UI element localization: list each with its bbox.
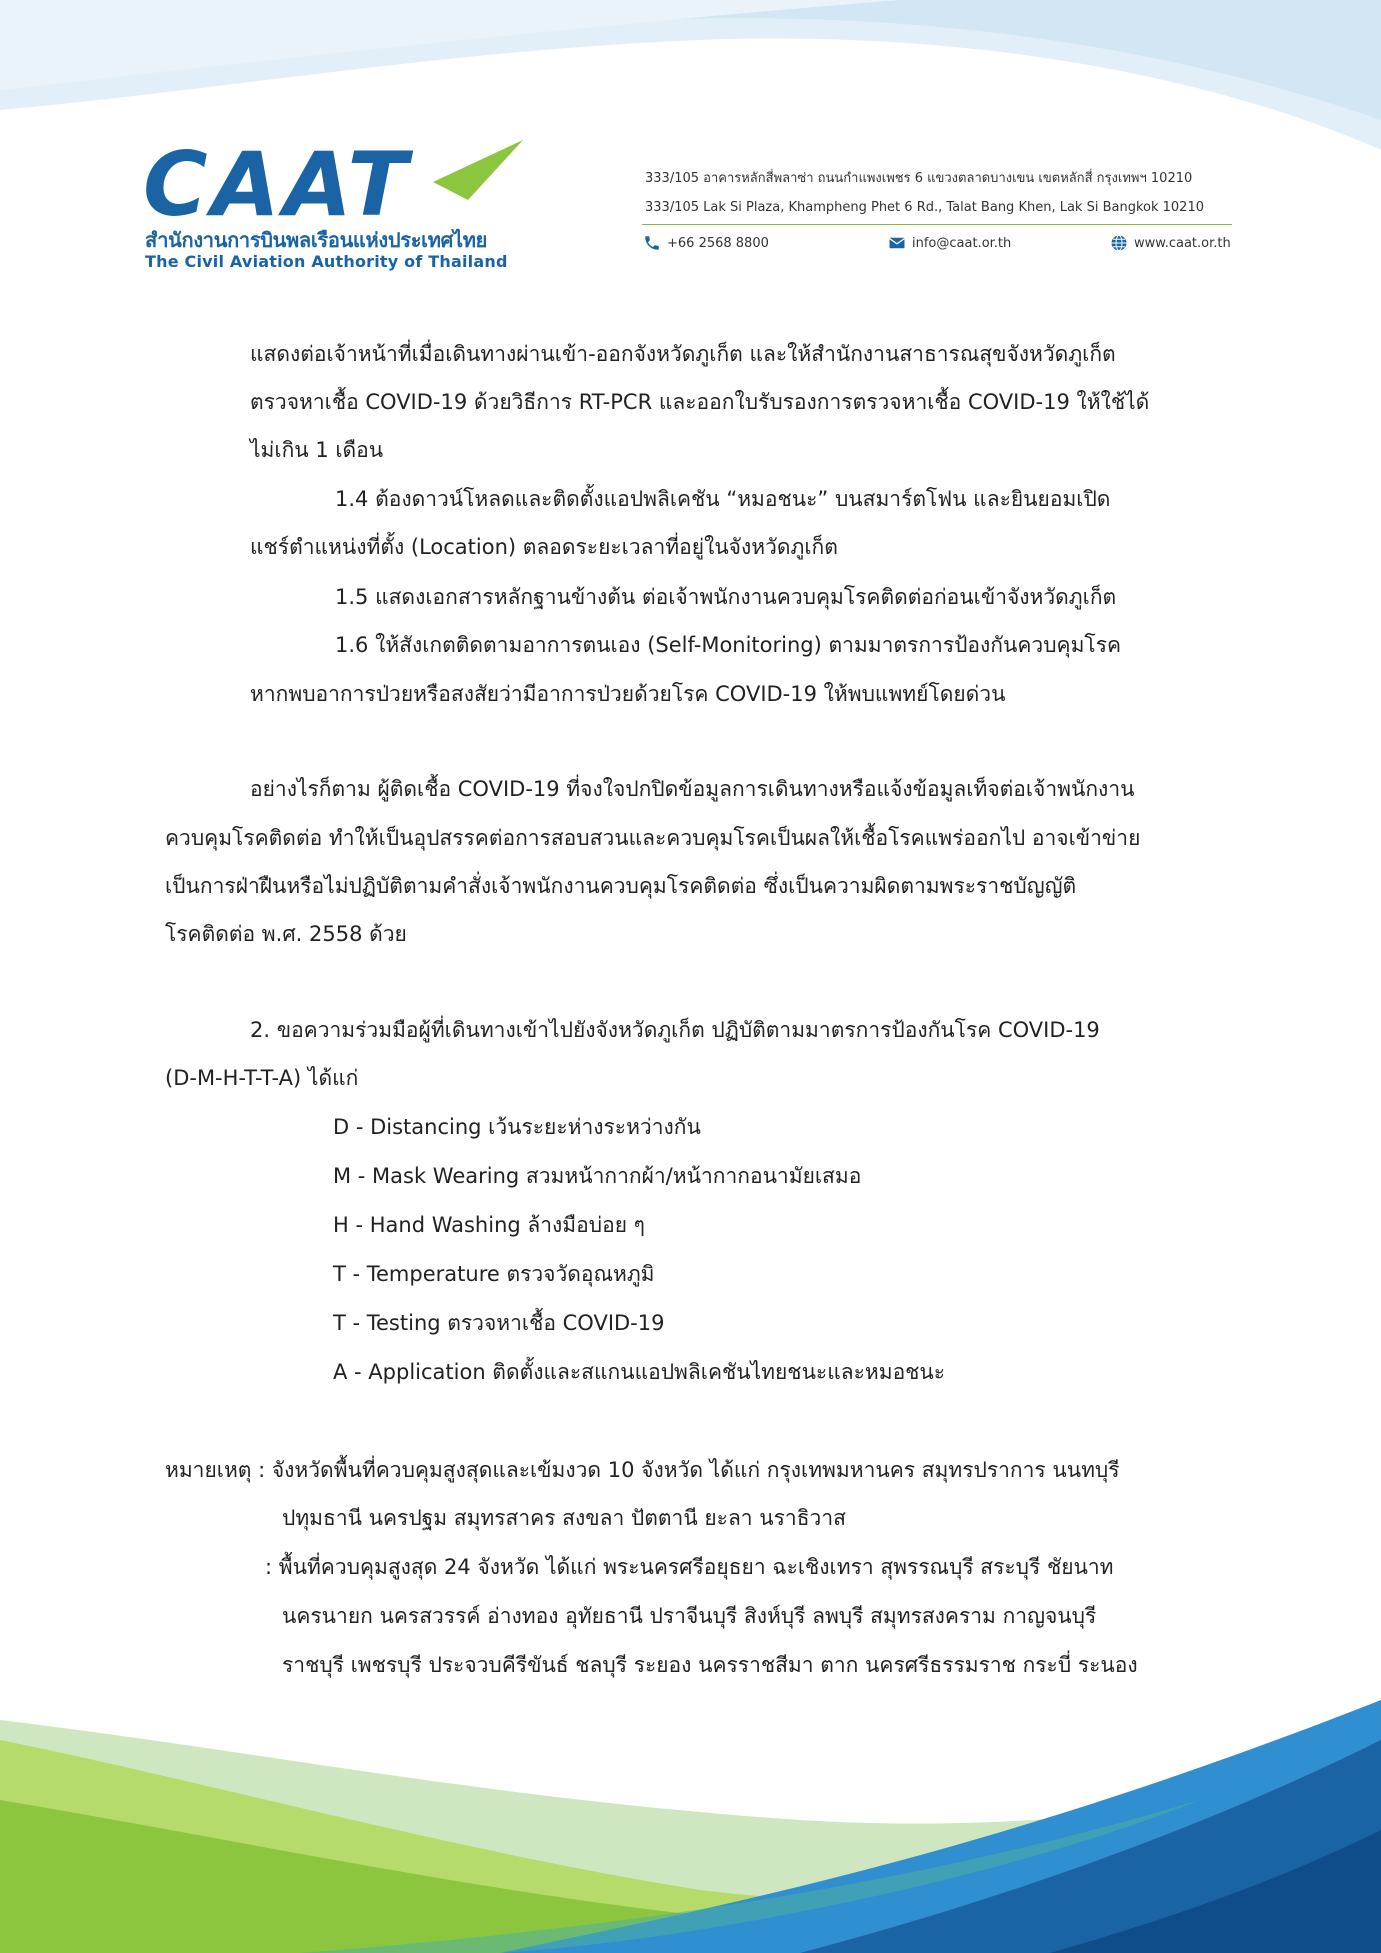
body-line: เป็นการฝ่าฝืนหรือไม่ปฏิบัติตามคำสั่งเจ้าพนักงานควบคุมโรคติดต่อ ซึ่งเป็นความผิดตามพระราชบัญญัติ bbox=[165, 874, 1077, 898]
body-line: โรคติดต่อ พ.ศ. 2558 ด้วย bbox=[165, 922, 407, 946]
logo-text: CAAT bbox=[143, 133, 412, 230]
note-line: ปทุมธานี นครปฐม สมุทรสาคร สงขลา ปัตตานี ยะลา นราธิวาส bbox=[282, 1506, 846, 1530]
caat-logo bbox=[143, 130, 543, 280]
contact-phone bbox=[643, 234, 769, 252]
list-item: A - Application ติดตั้งและสแกนแอปพลิเคชันไทยชนะและหมอชนะ bbox=[333, 1360, 946, 1384]
body-line: (D-M-H-T-T-A) ได้แก่ bbox=[165, 1066, 359, 1090]
address-divider bbox=[642, 224, 1232, 225]
list-item: T - Temperature ตรวจวัดอุณหภูมิ bbox=[333, 1262, 655, 1286]
body-line: หากพบอาการป่วยหรือสงสัยว่ามีอาการป่วยด้วยโรค COVID-19 ให้พบแพทย์โดยด่วน bbox=[250, 682, 1006, 706]
body-line: 2. ขอความร่วมมือผู้ที่เดินทางเข้าไปยังจังหวัดภูเก็ต ปฏิบัติตามมาตรการป้องกันโรค COVID-19 bbox=[250, 1018, 1100, 1042]
phone-text: +66 2568 8800 bbox=[667, 235, 769, 251]
contact-website bbox=[1110, 234, 1231, 252]
body-line: ตรวจหาเชื้อ COVID-19 ด้วยวิธีการ RT-PCR และออกใบรับรองการตรวจหาเชื้อ COVID-19 ให้ใช้ได้ bbox=[250, 390, 1150, 414]
email-icon bbox=[888, 234, 906, 252]
address-thai: 333/105 อาคารหลักสี่พลาซ่า ถนนกำแพงเพชร 6 แขวงตลาดบางเขน เขตหลักสี่ กรุงเทพฯ 10210 bbox=[645, 171, 1193, 186]
contact-email bbox=[888, 234, 1011, 252]
website-text: www.caat.or.th bbox=[1134, 235, 1231, 251]
body-line: ไม่เกิน 1 เดือน bbox=[250, 438, 384, 462]
globe-icon bbox=[1110, 234, 1128, 252]
body-line: อย่างไรก็ตาม ผู้ติดเชื้อ COVID-19 ที่จงใจปกปิดข้อมูลการเดินทางหรือแจ้งข้อมูลเท็จต่อเจ้าพนักงาน bbox=[250, 777, 1135, 801]
list-item: M - Mask Wearing สวมหน้ากากผ้า/หน้ากากอนามัยเสมอ bbox=[333, 1164, 862, 1188]
list-item: T - Testing ตรวจหาเชื้อ COVID-19 bbox=[333, 1311, 665, 1335]
body-line: แชร์ตำแหน่งที่ตั้ง (Location) ตลอดระยะเวลาที่อยู่ในจังหวัดภูเก็ต bbox=[250, 535, 838, 559]
note-line: หมายเหตุ : จังหวัดพื้นที่ควบคุมสูงสุดและเข้มงวด 10 จังหวัด ได้แก่ กรุงเทพมหานคร สมุทรปราการ นนทบุรี bbox=[165, 1458, 1120, 1482]
note-line: : พื้นที่ควบคุมสูงสุด 24 จังหวัด ได้แก่ พระนครศรีอยุธยา ฉะเชิงเทรา สุพรรณบุรี สระบุรี ชัยนาท bbox=[265, 1555, 1114, 1579]
letterhead bbox=[0, 0, 1381, 300]
address-english: 333/105 Lak Si Plaza, Khampheng Phet 6 Rd., Talat Bang Khen, Lak Si Bangkok 10210 bbox=[645, 200, 1204, 215]
note-line: นครนายก นครสวรรค์ อ่างทอง อุทัยธานี ปราจีนบุรี สิงห์บุรี ลพบุรี สมุทรสงคราม กาญจนบุรี bbox=[282, 1604, 1097, 1628]
list-item: H - Hand Washing ล้างมือบ่อย ๆ bbox=[333, 1213, 645, 1237]
body-line: 1.4 ต้องดาวน์โหลดและติดตั้งแอปพลิเคชัน “หมอชนะ” บนสมาร์ตโฟน และยินยอมเปิด bbox=[335, 487, 1111, 511]
logo-english-name: The Civil Aviation Authority of Thailand bbox=[145, 252, 508, 271]
caat-wordmark bbox=[143, 130, 533, 230]
email-text: info@caat.or.th bbox=[912, 235, 1012, 251]
body-line: 1.6 ให้สังเกตติดตามอาการตนเอง (Self-Monitoring) ตามมาตรการป้องกันควบคุมโรค bbox=[335, 633, 1122, 657]
body-line: ควบคุมโรคติดต่อ ทำให้เป็นอุปสรรคต่อการสอบสวนและควบคุมโรคเป็นผลให้เชื้อโรคแพร่ออกไป อาจเข้าข่าย bbox=[165, 826, 1141, 850]
note-line: ราชบุรี เพชรบุรี ประจวบคีรีขันธ์ ชลบุรี ระยอง นครราชสีมา ตาก นครศรีธรรมราช กระบี่ ระนอง bbox=[282, 1653, 1138, 1677]
list-item: D - Distancing เว้นระยะห่างระหว่างกัน bbox=[333, 1115, 701, 1139]
logo-thai-name: สำนักงานการบินพลเรือนแห่งประเทศไทย bbox=[145, 228, 488, 252]
body-line: 1.5 แสดงเอกสารหลักฐานข้างต้น ต่อเจ้าพนักงานควบคุมโรคติดต่อก่อนเข้าจังหวัดภูเก็ต bbox=[335, 585, 1117, 609]
body-line: แสดงต่อเจ้าหน้าที่เมื่อเดินทางผ่านเข้า-ออกจังหวัดภูเก็ต และให้สำนักงานสาธารณสุขจังหวัดภูเก็ต bbox=[250, 342, 1116, 366]
phone-icon bbox=[643, 234, 661, 252]
